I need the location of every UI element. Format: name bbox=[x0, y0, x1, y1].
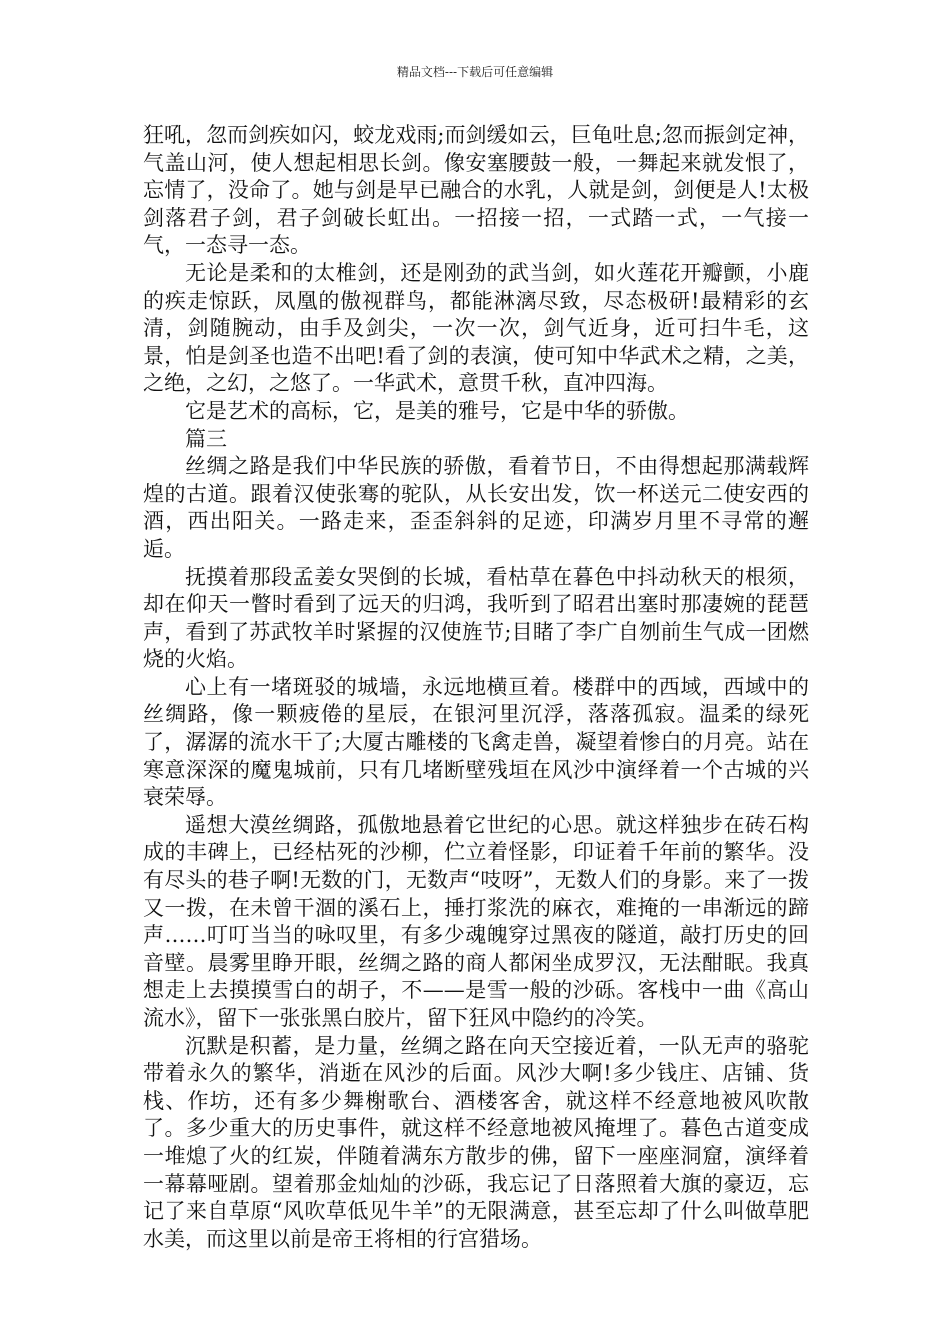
paragraph-7: 心上有一堵斑驳的城墙，永远地横亘着。楼群中的西域，西域中的丝绸路，像一颗疲倦的星辰，在银河里沉浮，落落孤寂。温柔的绿死了，潺潺的流水干了;大厦古雕楼的飞禽走兽，凝望着惨白的月亮。站在寒意深深的魔鬼城前，只有几堵断壁残垣在风沙中演绎着一个古城的兴衰荣辱。 bbox=[143, 674, 809, 810]
document-body bbox=[143, 122, 809, 1253]
paragraph-6: 抚摸着那段孟姜女哭倒的长城，看枯草在暮色中抖动秋天的根须，却在仰天一瞥时看到了远天的归鸿，我听到了昭君出塞时那凄婉的琵琶声，看到了苏武牧羊时紧握的汉使旌节;目睹了李广自刎前生气成一团燃烧的火焰。 bbox=[143, 564, 809, 672]
paragraph-9: 沉默是积蓄，是力量，丝绸之路在向天空接近着，一队无声的骆驼带着永久的繁华，消逝在风沙的后面。风沙大啊!多少钱庄、店铺、货栈、作坊，还有多少舞榭歌台、酒楼客舍，就这样不经意地被风吹散了。多少重大的历史事件，就这样不经意地被风掩埋了。暮色古道变成一堆熄了火的红炭，伴随着满东方散步的佛，留下一座座洞窟，演绎着一幕幕哑剧。望着那金灿灿的沙砾，我忘记了日落照着大旗的豪迈，忘记了来自草原“风吹草低见牛羊”的无限满意，甚至忘却了什么叫做草肥水美，而这里以前是帝王将相的行宫猎场。 bbox=[143, 1033, 809, 1251]
paragraph-5: 丝绸之路是我们中华民族的骄傲，看着节日，不由得想起那满载辉煌的古道。跟着汉使张骞的驼队，从长安出发，饮一杯送元二使安西的酒，西出阳关。一路走来，歪歪斜斜的足迹，印满岁月里不寻常的邂逅。 bbox=[143, 454, 809, 561]
paragraph-2: 无论是柔和的太椎剑，还是刚劲的武当剑，如火莲花开瓣颤，小鹿的疾走惊跃，凤凰的傲视群鸟，都能淋漓尽致，尽态极研!最精彩的玄清，剑随腕动，由手及剑尖，一次一次，剑气近身，近可扫牛毛，这景，怕是剑圣也造不出吧!看了剑的表演，使可知中华武术之精，之美，之绝，之幻，之悠了。一华武术，意贯千秋，直冲四海。 bbox=[143, 260, 809, 396]
section-heading: 篇三 bbox=[185, 426, 227, 451]
paragraph-3: 它是艺术的高标，它，是美的雅号，它是中华的骄傲。 bbox=[185, 398, 689, 423]
page-header: 精品文档---下载后可任意编辑 bbox=[396, 65, 554, 79]
paragraph-1: 狂吼，忽而剑疾如闪，蛟龙戏雨;而剑缓如云，巨龟吐息;忽而振剑定神，气盖山河，使人想起相思长剑。像安塞腰鼓一般，一舞起来就发恨了，忘情了，没命了。她与剑是早已融合的水乳，人就是剑，剑便是人!太极剑落君子剑，君子剑破长虹出。一招接一招，一式踏一式，一气接一气，一态寻一态。 bbox=[143, 123, 809, 258]
paragraph-8: 遥想大漠丝绸路，孤傲地悬着它世纪的心思。就这样独步在砖石构成的丰碑上，已经枯死的沙柳，伫立着怪影，印证着千年前的繁华。没有尽头的巷子啊!无数的门，无数声“吱呀”，无数人们的身影。来了一拨又一拨，在未曾干涸的溪石上，捶打浆洗的麻衣，难掩的一串渐远的蹄声……叮叮当当的咏叹里，有多少魂魄穿过黑夜的隧道，敲打历史的回音壁。晨雾里睁开眼，丝绸之路的商人都闲坐成罗汉，无法酣眠。我真想走上去摸摸雪白的胡子，不——是雪一般的沙砾。客栈中一曲《高山流水》，留下一张张黑白胶片，留下狂风中隐约的冷笑。 bbox=[143, 812, 809, 1030]
